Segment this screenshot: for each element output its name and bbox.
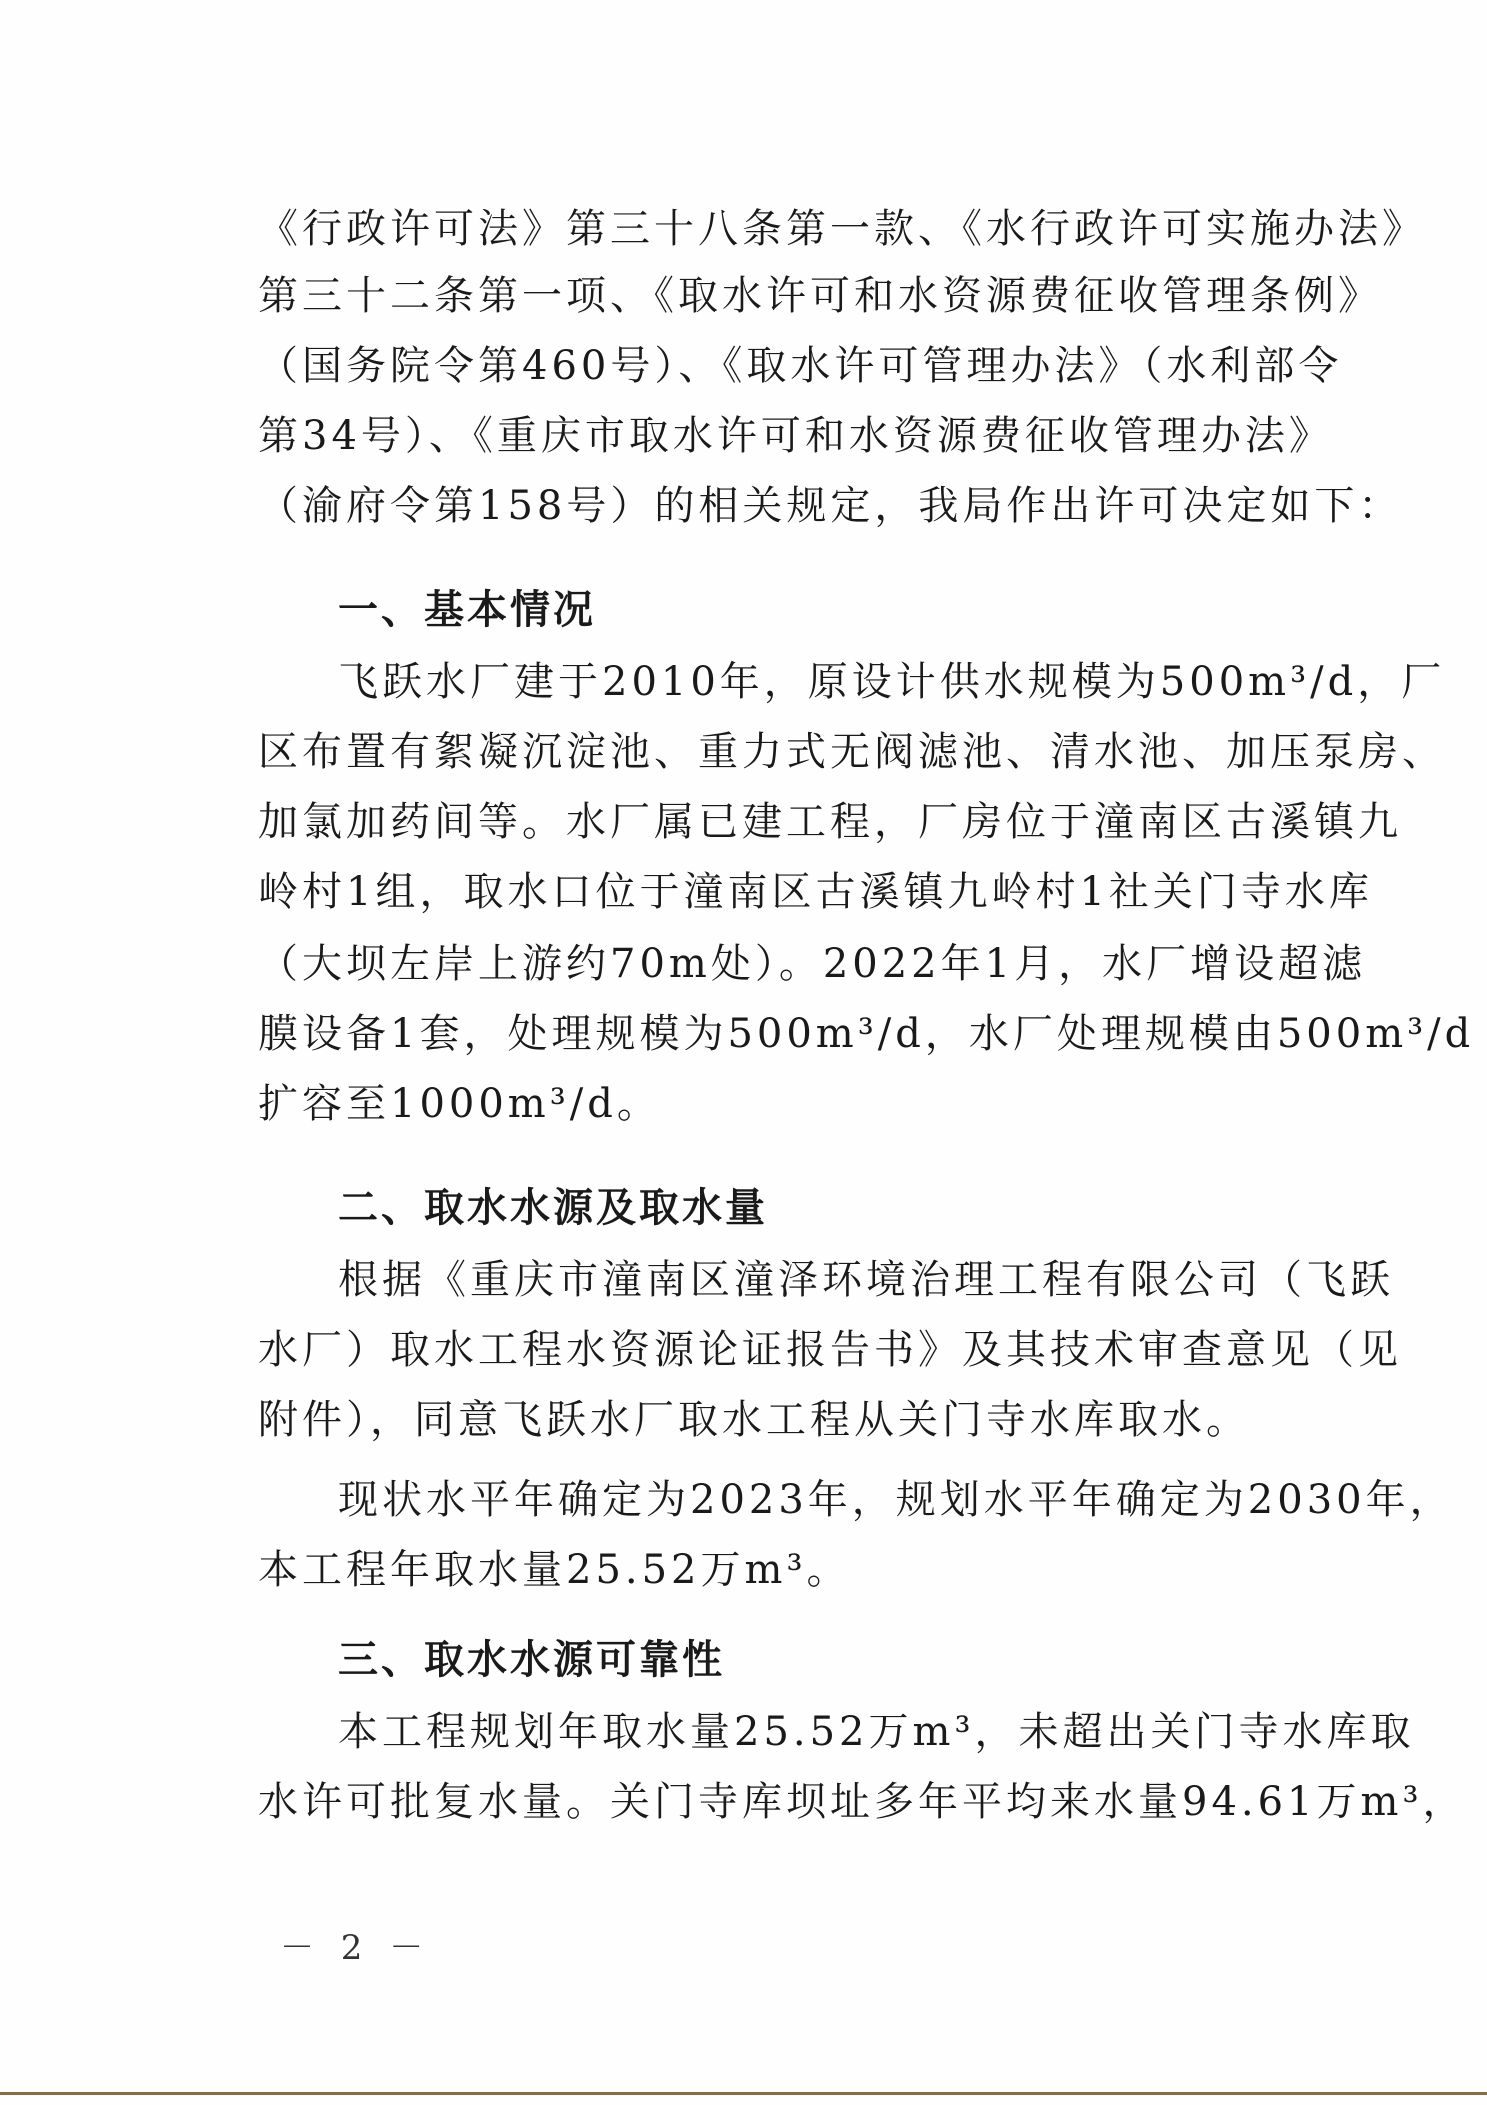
paragraph-line: 飞跃水厂建于2010年，原设计供水规模为500m³/d，厂: [338, 659, 1446, 705]
paragraph-line: 本工程年取水量25.52万m³。: [258, 1547, 851, 1593]
paragraph-line: 岭村1组，取水口位于潼南区古溪镇九岭村1社关门寺水库: [258, 869, 1373, 915]
paragraph-line: 根据《重庆市潼南区潼泽环境治理工程有限公司（飞跃: [338, 1257, 1394, 1303]
paragraph-line: （渝府令第158号）的相关规定，我局作出许可决定如下：: [258, 483, 1403, 529]
bottom-divider: [0, 2092, 1487, 2095]
paragraph-line: 水厂）取水工程水资源论证报告书》及其技术审查意见（见: [258, 1327, 1402, 1373]
paragraph-line: 区布置有絮凝沉淀池、重力式无阀滤池、清水池、加压泵房、: [258, 729, 1446, 775]
paragraph-line: 加氯加药间等。水厂属已建工程，厂房位于潼南区古溪镇九: [258, 799, 1402, 845]
paragraph-line: 附件），同意飞跃水厂取水工程从关门寺水库取水。: [258, 1397, 1250, 1443]
paragraph-line: 本工程规划年取水量25.52万m³，未超出关门寺水库取: [338, 1709, 1415, 1755]
paragraph-line: 第三十二条第一项、《取水许可和水资源费征收管理条例》: [258, 273, 1382, 319]
paragraph-line: 现状水平年确定为2023年，规划水平年确定为2030年，: [338, 1477, 1454, 1523]
paragraph-line: （国务院令第460号）、《取水许可管理办法》（水利部令: [258, 343, 1343, 389]
section-heading-source-reliability: 三、取水水源可靠性: [338, 1637, 725, 1683]
section-heading-water-source: 二、取水水源及取水量: [338, 1185, 768, 1231]
paragraph-line: 扩容至1000m³/d。: [258, 1081, 661, 1127]
page-number: － 2 －: [280, 1928, 432, 1968]
paragraph-line: 第34号）、《重庆市取水许可和水资源费征收管理办法》: [258, 413, 1333, 459]
section-heading-basic-info: 一、基本情况: [338, 587, 596, 633]
paragraph-line: 水许可批复水量。关门寺库坝址多年平均来水量94.61万m³，: [258, 1779, 1467, 1825]
paragraph-line: （大坝左岸上游约70m处）。2022年1月，水厂增设超滤: [258, 941, 1367, 987]
paragraph-line: 膜设备1套，处理规模为500m³/d，水厂处理规模由500m³/d: [258, 1011, 1475, 1057]
paragraph-line: 《行政许可法》第三十八条第一款、《水行政许可实施办法》: [258, 206, 1426, 252]
